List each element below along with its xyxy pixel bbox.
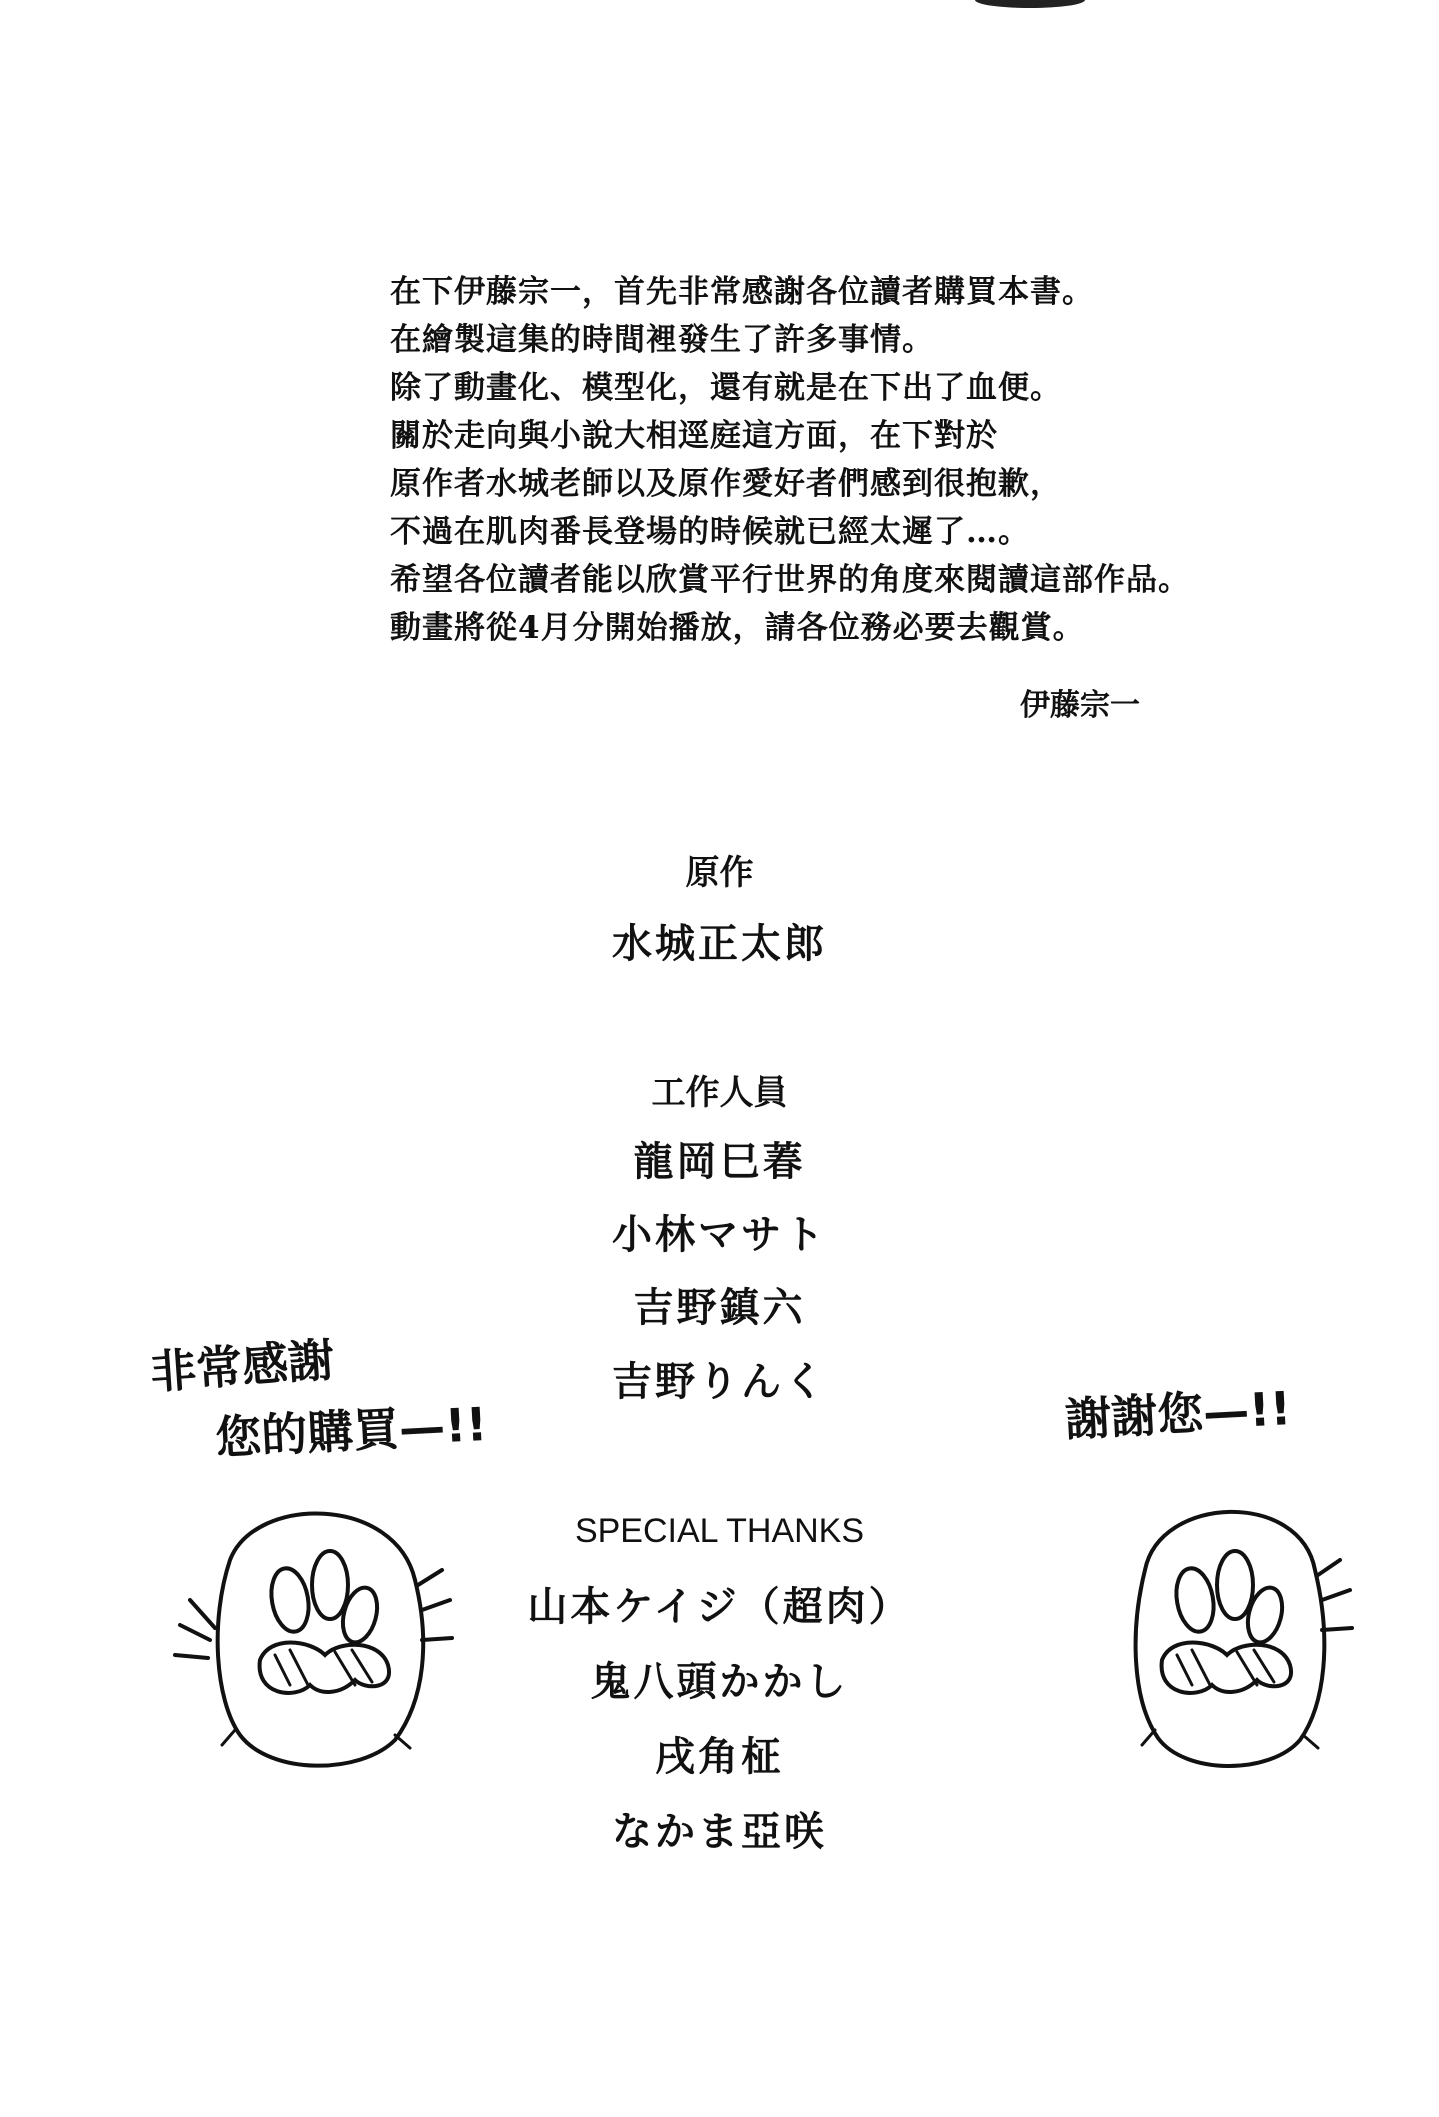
staff-member: 吉野鎮六	[633, 1285, 806, 1331]
special-thanks-name: 戌角柾	[655, 1734, 784, 1780]
afterword-line: 在繪製這集的時間裡發生了許多事情。	[390, 322, 934, 358]
afterword-text	[390, 268, 1290, 652]
special-thanks-name: 鬼八頭かかし	[590, 1659, 849, 1705]
original-heading: 原作	[685, 853, 754, 893]
author-signature: 伊藤宗一	[1020, 688, 1140, 723]
afterword-line: 不過在肌肉番長登場的時候就已經太遲了…。	[390, 514, 1030, 550]
thanks-bubble-left-line2: 您的購買—!!	[213, 1396, 489, 1466]
afterword-line: 除了動畫化、模型化，還有就是在下出了血便。	[390, 370, 1062, 406]
afterword-line: 關於走向與小說大相逕庭這方面，在下對於	[390, 418, 998, 454]
mascot-left-illustration	[160, 1490, 460, 1780]
mascot-right-illustration	[1100, 1490, 1360, 1780]
special-thanks-heading: SPECIAL THANKS	[574, 1512, 865, 1550]
afterword-line: 動畫將從4月分開始播放，請各位務必要去觀賞。	[390, 610, 1085, 646]
staff-member: 吉野りんく	[612, 1359, 827, 1405]
afterword-line: 在下伊藤宗一，首先非常感謝各位讀者購買本書。	[390, 274, 1094, 310]
afterword-line: 希望各位讀者能以欣賞平行世界的角度來閱讀這部作品。	[390, 562, 1190, 598]
afterword-line: 原作者水城老師以及原作愛好者們感到很抱歉，	[390, 466, 1062, 502]
staff-member: 小林マサト	[612, 1212, 827, 1258]
staff-heading: 工作人員	[651, 1073, 788, 1113]
top-edge-mark	[975, 0, 1085, 8]
thanks-bubble-left-line1: 非常感謝	[148, 1332, 336, 1400]
special-thanks-name: なかま亞咲	[612, 1809, 827, 1855]
original-author: 水城正太郎	[612, 921, 827, 967]
staff-member: 龍岡巳萶	[633, 1139, 806, 1185]
special-thanks-name: 山本ケイジ（超肉）	[527, 1584, 912, 1630]
thanks-bubble-right: 謝謝您—!!	[1063, 1381, 1293, 1447]
